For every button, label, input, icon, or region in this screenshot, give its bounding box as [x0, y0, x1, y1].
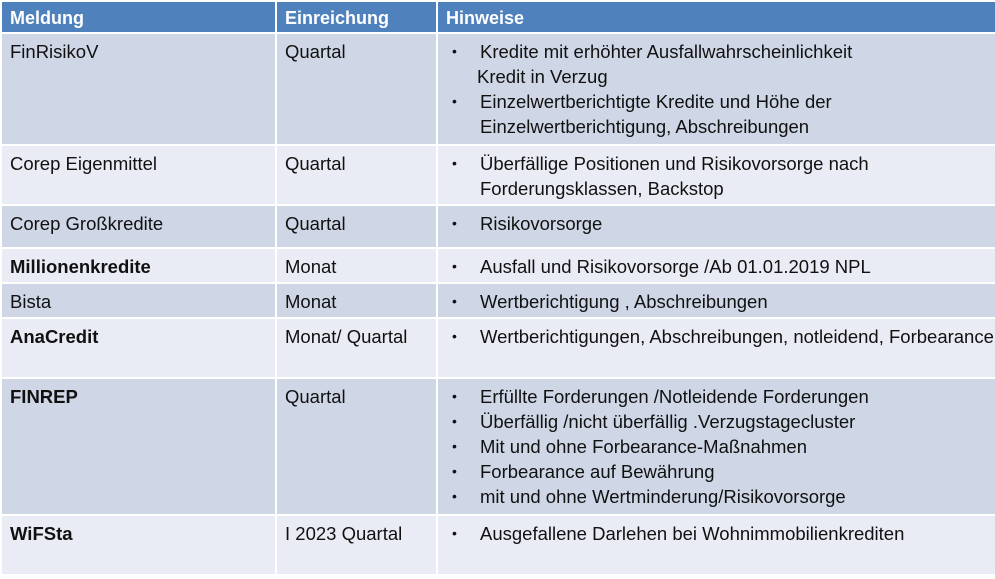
notes-cell [437, 248, 995, 283]
report-name: AnaCredit [1, 318, 276, 378]
bullet-icon: • [452, 388, 457, 404]
notes-cell [437, 283, 995, 318]
table-row [1, 33, 995, 145]
bullet-icon: • [452, 463, 457, 479]
note-text: Wertberichtigung , Abschreibungen [480, 291, 768, 312]
note-continuation: Kredit in Verzug [477, 66, 608, 87]
notes-cell [437, 33, 995, 145]
report-name: Corep Großkredite [1, 205, 276, 248]
bullet-icon: • [452, 43, 457, 59]
list-item [446, 409, 995, 434]
bullet-icon: • [452, 215, 457, 231]
list-item [446, 459, 995, 484]
report-name: Millionenkredite [1, 248, 276, 283]
header-einreichung: Einreichung [276, 1, 437, 33]
table-row [1, 205, 995, 248]
submission-frequency: Quartal [276, 145, 437, 205]
submission-frequency: I 2023 Quartal [276, 515, 437, 575]
list-item [446, 324, 995, 349]
note-text: Überfällige Positionen und Risikovorsorge nach Forderungsklassen, Backstop [480, 153, 869, 199]
notes-list [446, 324, 995, 349]
bullet-icon: • [452, 155, 457, 171]
note-text: Ausgefallene Darlehen bei Wohnimmobilienkrediten [480, 523, 905, 544]
bullet-icon: • [452, 328, 457, 344]
bullet-icon: • [452, 93, 457, 109]
header-hinweise: Hinweise [437, 1, 995, 33]
header-meldung: Meldung [1, 1, 276, 33]
bullet-icon: • [452, 293, 457, 309]
submission-frequency: Quartal [276, 33, 437, 145]
notes-list [446, 289, 995, 314]
bullet-icon: • [452, 438, 457, 454]
report-name: FinRisikoV [1, 33, 276, 145]
bullet-icon: • [452, 525, 457, 541]
note-text: Wertberichtigungen, Abschreibungen, notleidend, Forbearance [480, 326, 994, 347]
table-row [1, 515, 995, 575]
report-name: FINREP [1, 378, 276, 515]
notes-cell [437, 318, 995, 378]
list-item [446, 521, 995, 546]
header-row [1, 1, 995, 33]
list-item [446, 254, 995, 279]
table-row [1, 318, 995, 378]
report-name: Corep Eigenmittel [1, 145, 276, 205]
list-item [446, 211, 995, 236]
note-text: Kredite mit erhöhter Ausfallwahrscheinlichkeit [480, 41, 853, 62]
note-text: Einzelwertberichtigte Kredite und Höhe der Einzelwertberichtigung, Abschreibungen [480, 91, 832, 137]
notes-cell [437, 515, 995, 575]
submission-frequency: Monat [276, 283, 437, 318]
note-text: Erfüllte Forderungen /Notleidende Forderungen [480, 386, 869, 407]
table-row [1, 248, 995, 283]
list-item [446, 384, 995, 409]
submission-frequency: Quartal [276, 378, 437, 515]
table-row [1, 145, 995, 205]
submission-frequency: Monat/ Quartal [276, 318, 437, 378]
bullet-icon: • [452, 488, 457, 504]
bullet-icon: • [452, 413, 457, 429]
note-text: Risikovorsorge [480, 213, 603, 234]
note-text: Überfällig /nicht überfällig .Verzugstagecluster [480, 411, 856, 432]
list-item [446, 434, 995, 459]
note-text: Ausfall und Risikovorsorge /Ab 01.01.2019 NPL [480, 256, 871, 277]
submission-frequency: Monat [276, 248, 437, 283]
list-item [446, 484, 995, 509]
list-item [446, 289, 995, 314]
report-name: WiFSta [1, 515, 276, 575]
list-item [446, 89, 995, 139]
notes-list [446, 39, 995, 139]
submission-frequency: Quartal [276, 205, 437, 248]
list-item [446, 151, 995, 201]
notes-list [446, 151, 995, 201]
report-name: Bista [1, 283, 276, 318]
bullet-icon: • [452, 258, 457, 274]
notes-cell [437, 205, 995, 248]
note-text: mit und ohne Wertminderung/Risikovorsorge [480, 486, 846, 507]
note-text: Mit und ohne Forbearance-Maßnahmen [480, 436, 808, 457]
notes-list [446, 254, 995, 279]
table-row [1, 378, 995, 515]
notes-list [446, 521, 995, 546]
list-item [446, 39, 995, 89]
notes-cell [437, 378, 995, 515]
notes-list [446, 384, 995, 509]
notes-cell [437, 145, 995, 205]
table-body [1, 33, 995, 575]
note-text: Forbearance auf Bewährung [480, 461, 715, 482]
table-row [1, 283, 995, 318]
notes-list [446, 211, 995, 236]
